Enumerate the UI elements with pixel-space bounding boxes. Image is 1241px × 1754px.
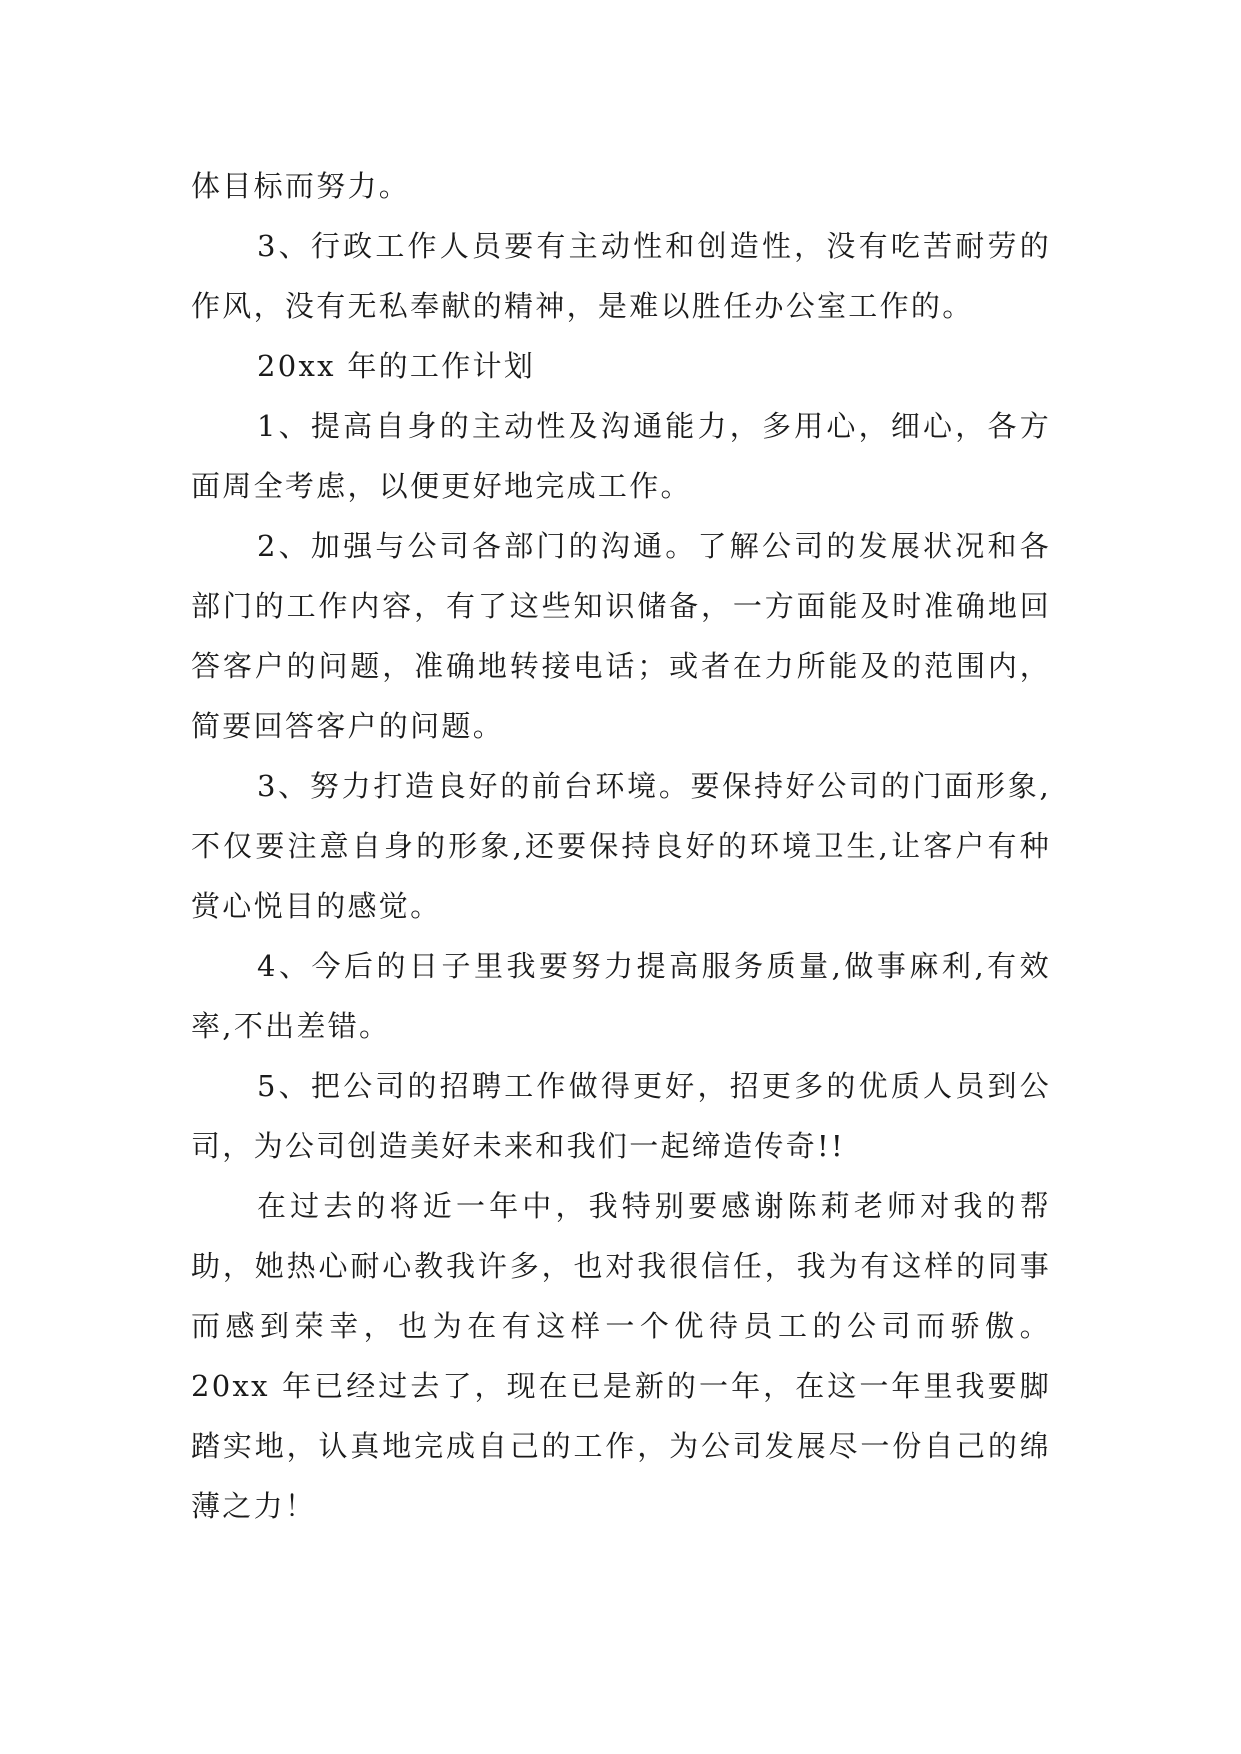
paragraph-plan-item-1: 1、提高自身的主动性及沟通能力，多用心，细心，各方面周全考虑，以便更好地完成工作。 <box>191 409 1051 503</box>
paragraph-plan-item-4: 4、今后的日子里我要努力提高服务质量,做事麻利,有效率,不出差错。 <box>191 949 1051 1043</box>
paragraph-plan-item-5: 5、把公司的招聘工作做得更好，招更多的优质人员到公司，为公司创造美好未来和我们一起缔造传奇!! <box>191 1069 1051 1163</box>
paragraph-closing-thanks: 在过去的将近一年中，我特别要感谢陈莉老师对我的帮助，她热心耐心教我许多，也对我很信任，我为有这样的同事而感到荣幸，也为在有这样一个优待员工的公司而骄傲。20xx 年已经过去了，现在已是新的一年，在这一年里我要脚踏实地，认真地完成自己的工作，为公司发展尽一份自己的绵薄之力！ <box>191 1189 1051 1523</box>
paragraph-plan-item-3: 3、努力打造良好的前台环境。要保持好公司的门面形象,不仅要注意自身的形象,还要保持良好的环境卫生,让客户有种赏心悦目的感觉。 <box>191 769 1051 923</box>
paragraph-plan-item-2: 2、加强与公司各部门的沟通。了解公司的发展状况和各部门的工作内容，有了这些知识储备，一方面能及时准确地回答客户的问题，准确地转接电话；或者在力所能及的范围内，简要回答客户的问题。 <box>191 529 1051 743</box>
section-heading-work-plan: 20xx 年的工作计划 <box>257 349 536 383</box>
paragraph-item-3-admin: 3、行政工作人员要有主动性和创造性，没有吃苦耐劳的作风，没有无私奉献的精神，是难以胜任办公室工作的。 <box>191 229 1051 323</box>
document-body <box>191 156 1051 1536</box>
paragraph-continuation: 体目标而努力。 <box>191 169 411 203</box>
